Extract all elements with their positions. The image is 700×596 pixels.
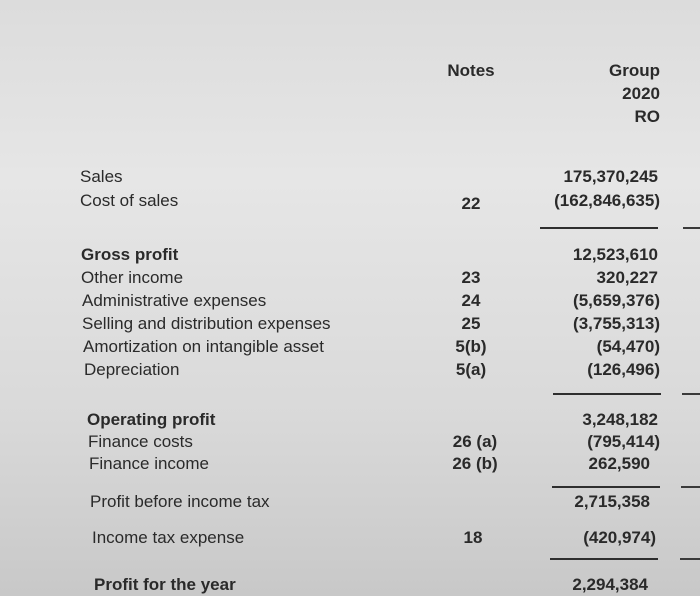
adjacent-column-rule — [683, 227, 700, 229]
row-label-other-income: Other income — [81, 268, 184, 287]
row-note-other-income: 23 — [461, 268, 481, 287]
adjacent-column-rule — [681, 486, 700, 488]
row-label-cost-of-sales: Cost of sales — [80, 191, 179, 210]
row-label-gross-profit: Gross profit — [81, 245, 179, 264]
subtotal-rule — [553, 393, 661, 395]
row-label-operating-profit: Operating profit — [87, 410, 216, 429]
row-note-selling-expenses: 25 — [461, 314, 481, 333]
row-label-depreciation: Depreciation — [84, 360, 180, 379]
adjacent-column-rule — [680, 558, 700, 560]
row-value-gross-profit: 12,523,610 — [572, 245, 658, 264]
row-value-selling-expenses: (3,755,313) — [573, 314, 660, 333]
row-value-finance-costs: (795,414) — [587, 432, 660, 451]
subtotal-rule — [540, 227, 658, 229]
row-value-profit-for-year: 2,294,384 — [572, 575, 648, 594]
row-label-admin-expenses: Administrative expenses — [82, 291, 267, 310]
row-note-finance-income: 26 (b) — [452, 454, 498, 473]
row-label-finance-costs: Finance costs — [88, 432, 193, 451]
group-header-line3: RO — [634, 107, 660, 126]
row-value-amortization: (54,470) — [596, 337, 660, 356]
row-note-income-tax: 18 — [463, 528, 483, 547]
row-note-finance-costs: 26 (a) — [452, 432, 498, 451]
row-note-amortization: 5(b) — [455, 337, 487, 356]
row-value-cost-of-sales: (162,846,635) — [554, 191, 660, 210]
row-note-cost-of-sales: 22 — [461, 194, 481, 213]
group-header-line2: 2020 — [622, 84, 660, 103]
row-value-other-income: 320,227 — [596, 268, 658, 287]
row-value-sales: 175,370,245 — [563, 167, 658, 186]
row-value-income-tax: (420,974) — [583, 528, 656, 547]
row-label-profit-before-tax: Profit before income tax — [90, 492, 270, 511]
row-label-profit-for-year: Profit for the year — [94, 575, 236, 594]
row-value-admin-expenses: (5,659,376) — [573, 291, 660, 310]
row-value-depreciation: (126,496) — [587, 360, 660, 379]
adjacent-column-rule — [682, 393, 700, 395]
row-note-admin-expenses: 24 — [461, 291, 481, 310]
subtotal-rule — [550, 558, 658, 560]
subtotal-rule — [552, 486, 660, 488]
row-label-sales: Sales — [80, 167, 123, 186]
row-label-selling-expenses: Selling and distribution expenses — [82, 314, 331, 333]
row-label-finance-income: Finance income — [89, 454, 210, 473]
row-label-income-tax: Income tax expense — [92, 528, 245, 547]
row-value-profit-before-tax: 2,715,358 — [574, 492, 650, 511]
row-value-operating-profit: 3,248,182 — [582, 410, 658, 429]
row-label-amortization: Amortization on intangible asset — [83, 337, 324, 356]
group-header-line1: Group — [609, 61, 660, 80]
notes-header: Notes — [447, 61, 495, 80]
row-value-finance-income: 262,590 — [588, 454, 650, 473]
row-note-depreciation: 5(a) — [455, 360, 487, 379]
